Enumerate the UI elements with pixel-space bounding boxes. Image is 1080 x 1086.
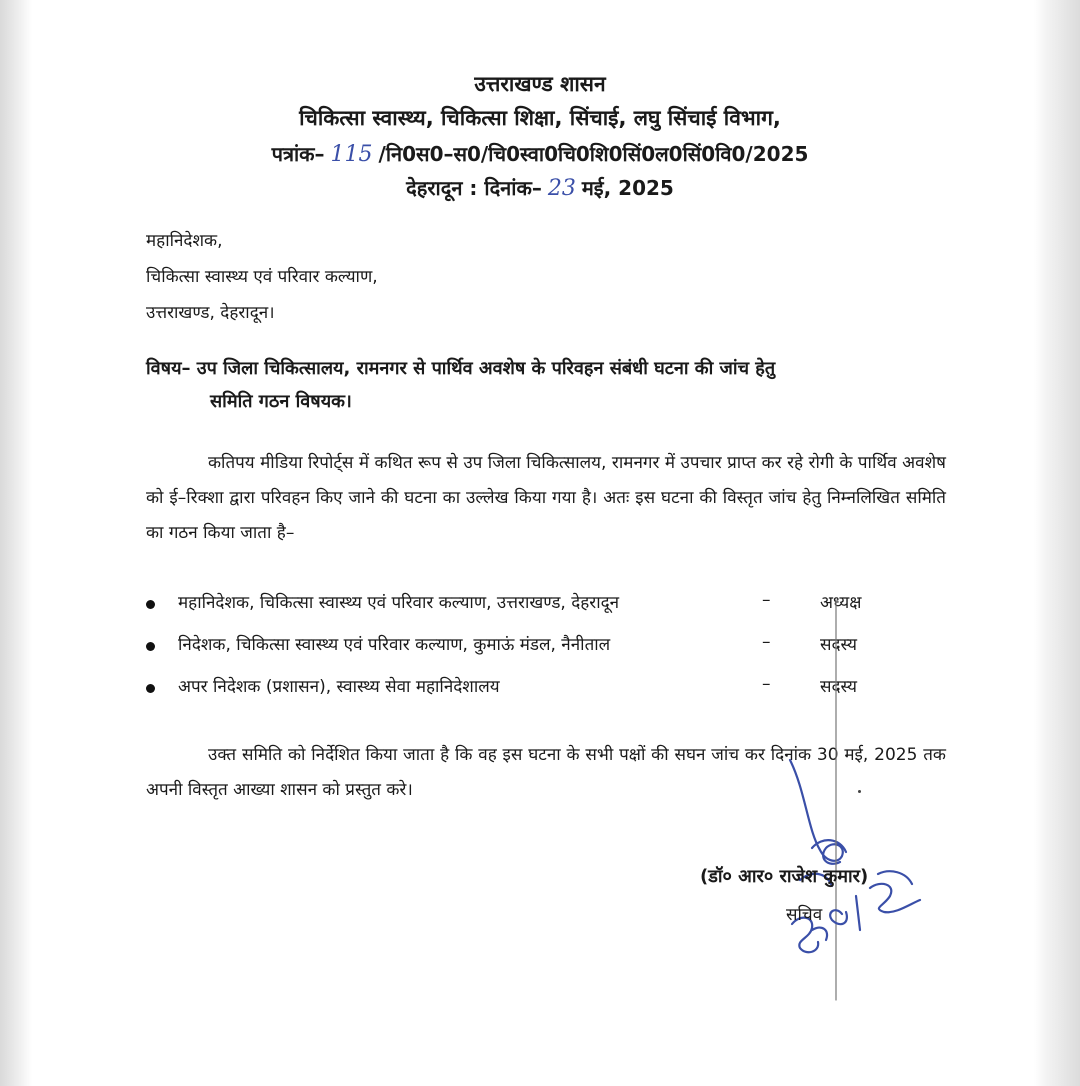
reference-suffix: /नि0स0–स0/चि0स्वा0चि0शि0सिं0ल0सिं0वि0/2025 <box>378 142 809 166</box>
body-paragraph-1: कतिपय मीडिया रिपोर्ट्स में कथित रूप से उप जिला चिकित्सालय, रामनगर में उपचार प्राप्त कर रहे रोगी के पार्थिव अवशेष को ई–रिक्शा द्वारा परिवहन किए जाने की घटना का उल्लेख किया गया है। अतः इस घटना की विस्तृत जांच हेतु निम्नलिखित समिति का गठन किया जाता है– <box>146 453 946 543</box>
subject-line-2: समिति गठन विषयक। <box>210 391 352 412</box>
reference-prefix: पत्रांक– <box>271 142 325 166</box>
date-suffix: मई, 2025 <box>581 176 674 200</box>
committee-role: अध्यक्ष <box>820 593 862 613</box>
signatory-name: (डॉ० आर० राजेश कुमार) <box>700 866 869 887</box>
committee-member: महानिदेशक, चिकित्सा स्वास्थ्य एवं परिवार कल्याण, उत्तराखण्ड, देहरादून <box>178 593 620 613</box>
subject-line-1: विषय– उप जिला चिकित्सालय, रामनगर से पार्थिव अवशेष के परिवहन संबंधी घटना की जांच हेतु <box>146 358 776 379</box>
committee-member: अपर निदेशक (प्रशासन), स्वास्थ्य सेवा महानिदेशालय <box>178 677 500 697</box>
signatory-title: सचिव <box>786 905 823 925</box>
date-prefix: देहरादून : दिनांक– <box>406 176 542 200</box>
addressee-line-2: चिकित्सा स्वास्थ्य एवं परिवार कल्याण, <box>146 267 378 287</box>
committee-dash: – <box>762 674 771 694</box>
handwritten-date-day: 23 <box>547 176 576 201</box>
govt-title: उत्तराखण्ड शासन <box>474 72 606 96</box>
committee-dash: – <box>762 590 771 610</box>
handwritten-ref-number: 115 <box>330 142 373 167</box>
department-title: चिकित्सा स्वास्थ्य, चिकित्सा शिक्षा, सिंचाई, लघु सिंचाई विभाग, <box>299 106 781 130</box>
committee-dash: – <box>762 632 771 652</box>
body-paragraph-2: उक्त समिति को निर्देशित किया जाता है कि वह इस घटना के सभी पक्षों की सघन जांच कर दिनांक 30 मई, 2025 तक अपनी विस्तृत आख्या शासन को प्रस्तुत करे। <box>146 745 946 800</box>
addressee-line-3: उत्तराखण्ड, देहरादून। <box>146 303 275 323</box>
committee-role: सदस्य <box>820 635 857 655</box>
committee-role: सदस्य <box>820 677 857 697</box>
committee-member: निदेशक, चिकित्सा स्वास्थ्य एवं परिवार कल्याण, कुमाऊं मंडल, नैनीताल <box>178 635 611 655</box>
addressee-line-1: महानिदेशक, <box>146 231 223 251</box>
